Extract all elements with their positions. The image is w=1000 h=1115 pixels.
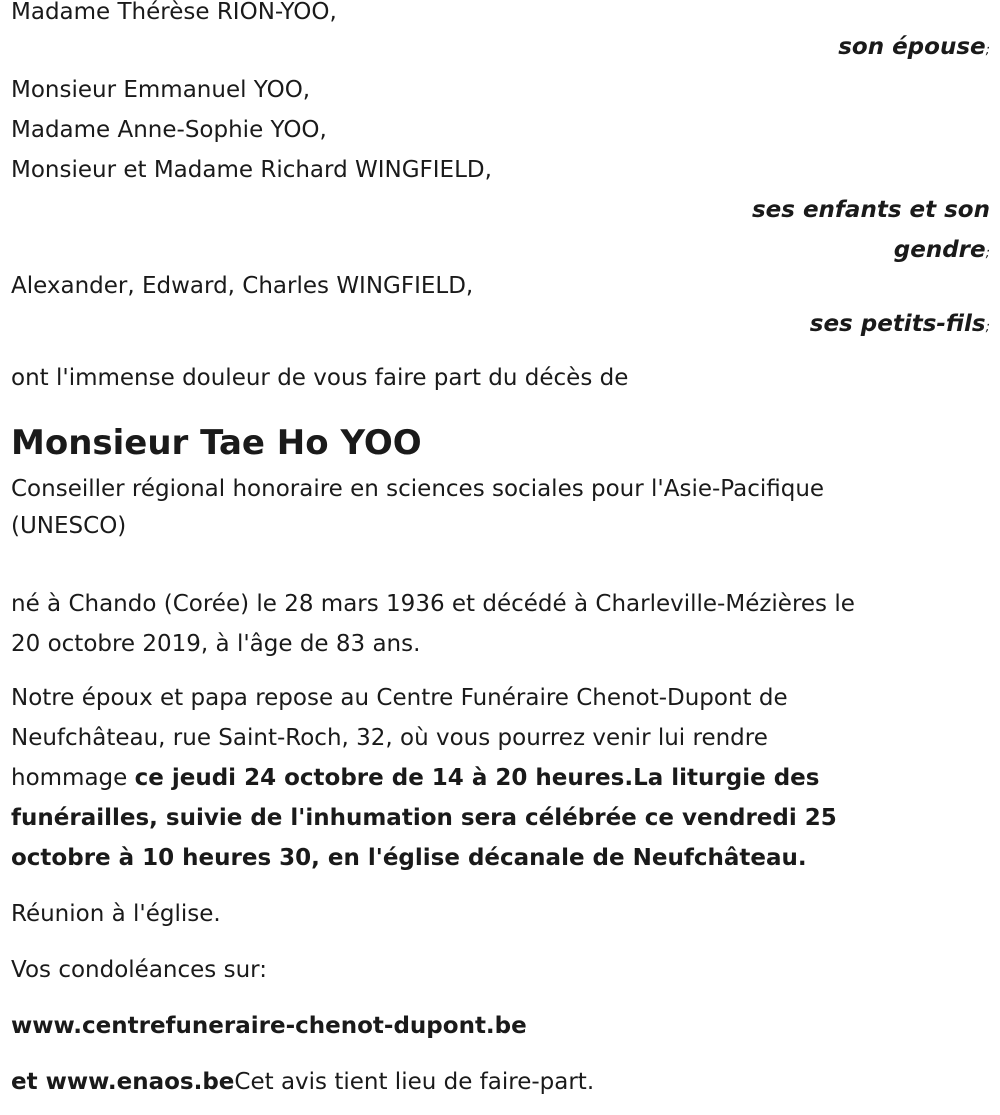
closing-text: Cet avis tient lieu de faire-part. bbox=[234, 1069, 595, 1095]
website-chenot-dupont: www.centrefuneraire-chenot-dupont.be bbox=[11, 1013, 527, 1039]
reunion-text: Réunion à l'église. bbox=[11, 901, 221, 927]
deceased-title-line1: Conseiller régional honoraire en sciences sociales pour l'Asie-Pacifique bbox=[11, 476, 825, 502]
announcement-text: ont l'immense douleur de vous faire part du décès de bbox=[11, 365, 629, 391]
child-name-2: Madame Anne-Sophie YOO, bbox=[11, 117, 327, 143]
child-name-3: Monsieur et Madame Richard WINGFIELD, bbox=[11, 157, 492, 183]
visitation-line3-plain: hommage bbox=[11, 765, 135, 791]
grandchildren-role-separator: ; bbox=[985, 320, 990, 335]
visitation-paragraph bbox=[11, 678, 990, 878]
spacer bbox=[11, 542, 990, 580]
spouse-role-separator: ; bbox=[985, 43, 990, 58]
visitation-line1: Notre époux et papa repose au Centre Funéraire Chenot-Dupont de bbox=[11, 685, 788, 711]
visitation-line2: Neufchâteau, rue Saint-Roch, 32, où vous pourrez venir lui rendre bbox=[11, 725, 768, 751]
visitation-line5: octobre à 10 heures 30, en l'église décanale de Neufchâteau. bbox=[11, 845, 807, 871]
birth-death-line1: né à Chando (Corée) le 28 mars 1936 et décédé à Charleville-Mézières le bbox=[11, 591, 855, 617]
children-role-separator: ; bbox=[985, 246, 990, 261]
grandchildren-role-text: ses petits-fils bbox=[809, 311, 986, 337]
visitation-line4: funérailles, suivie de l'inhumation sera célébrée ce vendredi 25 bbox=[11, 805, 837, 831]
children-list bbox=[11, 70, 990, 190]
birth-death-line2: 20 octobre 2019, à l'âge de 83 ans. bbox=[11, 631, 421, 657]
child-name-1: Monsieur Emmanuel YOO, bbox=[11, 77, 311, 103]
deceased-title-line2: (UNESCO) bbox=[11, 513, 127, 539]
birth-death-paragraph bbox=[11, 584, 990, 664]
website-enaos: et www.enaos.be bbox=[11, 1069, 235, 1095]
visitation-line3-bold: ce jeudi 24 octobre de 14 à 20 heures.La liturgie des bbox=[134, 765, 820, 791]
grandchildren-role bbox=[11, 306, 990, 346]
grandchildren-name: Alexander, Edward, Charles WINGFIELD, bbox=[11, 273, 474, 299]
closing-line bbox=[11, 1062, 990, 1102]
spouse-name: Madame Thérèse RION-YOO, bbox=[11, 0, 337, 25]
visitation-line3 bbox=[11, 758, 990, 798]
spouse-role-text: son épouse bbox=[838, 34, 986, 60]
children-role-line2-text: gendre bbox=[893, 237, 986, 263]
condolences-label: Vos condoléances sur: bbox=[11, 957, 267, 983]
children-role-line1: ses enfants et son bbox=[751, 197, 990, 223]
spouse-role bbox=[11, 30, 990, 68]
deceased-name: Monsieur Tae Ho YOO bbox=[11, 423, 422, 463]
